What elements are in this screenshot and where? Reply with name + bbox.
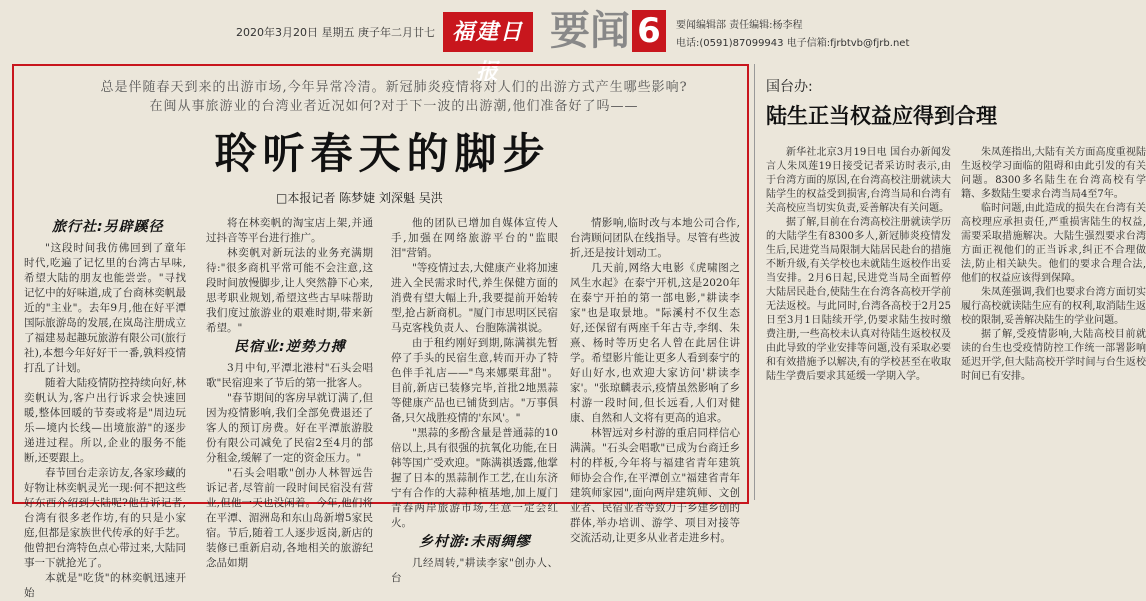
paragraph: 朱凤莲指出,大陆有关方面高度重视陆生返校学习面临的阻碍和由此引发的有关问题。8300多名陆生在台湾高校有学籍、多数陆生要求台湾当局4至7年。 [961,147,1146,200]
sidebar-kicker: 国台办: [766,79,813,95]
paragraph: 情影响,临时改与本地公司合作,台湾顾问团队在线指导。尽管有些波折,还是按计划动工。 [570,217,740,259]
paragraph: 几天前,网络大电影《虎啸图之风生水起》在泰宁开机,这是2020年在泰宁开拍的第一部电影,"耕读李家"也是取景地。"际溪村不仅生态好,还保留有两座千年古寺,李纲、朱熹、杨时等历史名人曾在此居住讲学。希望影片能让更多人看到泰宁的好山好水,也欢迎大家访问'耕读李家'。"张琼麟表示,疫情虽然影响了乡村游一段时间,但长远看,人们对健康、自然和人文将有更高的追求。 [570,262,740,424]
paragraph: 朱凤莲强调,我们也要求台湾方面切实履行高校就读陆生应有的权利,取消陆生返校的限制,妥善解决陆生的学业问题。 [961,287,1146,326]
article-column-2 [206,216,373,569]
paragraph: "等疫情过去,大健康产业将加速进入全民需求时代,养生保健方面的消费有望大幅上升,我要提前开始转型,抢占新商机。"厦门市思明区民宿马克客栈负责人、台胞陈满祺说。 [391,262,558,334]
column-divider [754,64,755,500]
issue-date: 2020年3月20日 星期五 庚子年二月廿七 [236,26,435,39]
paragraph: 据了解,目前在台湾高校注册就读学历的大陆学生有8300多人,新冠肺炎疫情发生后,民进党当局限制大陆居民赴台的措施不断升级,有关学校也未就陆生返校作出妥当安排。2月6日起,民进党当局全面暂停大陆居民赴台,使陆生在台湾各高校开学前无法返校。与此同时,台湾各高校于2月25日至3月1日陆续开学,仍要求陆生按时缴费注册,一些高校未认真对待陆生返校权及由此导致的学业安排等问题,没有采取必要和有效措施予以解决,有的学校甚至在收取陆生学费后要求其延缓一学期入学。 [766,217,951,382]
paragraph: 将在林奕帆的淘宝店上架,并通过抖音等平台进行推广。 [206,217,373,244]
article-headline: 聆听春天的脚步 [214,129,551,178]
masthead [0,0,1000,85]
paragraph: 春节回台走亲访友,各家珍藏的好物让林奕帆灵光一现:何不把这些好东西介绍到大陆呢?他告诉记者,台湾有很多老作坊,有的只是小家庭,但都是家族世代传承的好手艺。他曾把台湾特色点心带过来,大陆同事一下就抢光了。 [24,467,186,569]
article-column-1 [24,216,186,599]
paragraph: 本就是"吃货"的林奕帆迅速开始 [24,572,186,599]
paragraph: 由于租约刚好到期,陈满祺先暂停了手头的民宿生意,转而开办了特色伴手礼店——"鸟来娜栗茸甜"。目前,新店已装修完毕,首批2地黑蒜等健康产品也已铺货到店。"万事俱备,只欠战胜疫情的'东风'。" [391,337,558,424]
paragraph: 几经周转,"耕读李家"创办人、台 [391,557,558,584]
paragraph: 临时问题,由此造成的损失在台湾有关高校理应承担责任,严重损害陆生的权益,需要采取措施解决。大陆生强烈要求台湾方面正视他们的正当诉求,纠正不合理做法,防止相关缺失。他们的要求合理合法,他们的权益应该得到保障。 [961,203,1146,284]
paragraph: "黑蒜的多酚含量是普通蒜的10倍以上,具有很强的抗氧化功能,在日韩等国广受欢迎。"陈满祺透露,他掌握了日本的黑蒜制作工艺,在山东济宁有合作的大蒜种植基地,加上厦门青春两岸旅游市场,生意一定会红火。 [391,427,558,529]
subhead-homestay: 民宿业:逆势力搏 [234,339,346,355]
paragraph: 林智远对乡村游的重启同样信心满满。"石头会唱歌"已成为台商迁乡村的样板,今年将与福建省青年建筑师协会合作,在平潭创立"福建省青年建筑师家园",面向两岸建筑师、文创业者、民宿业者等致力于乡建乡创的群体,举办培训、游学、项目对接等交流活动,让更多从业者走进乡村。 [570,427,740,544]
page-number: 6 [632,10,666,52]
sidebar-headline: 陆生正当权益应得到合理 [766,104,997,128]
paragraph: "石头会唱歌"创办人林智远告诉记者,尽管前一段时间民宿没有营业,但他一天也没闲着。今年,他们将在平潭、湄洲岛和东山岛新增5家民宿。节后,随着工人逐步返岗,新店的装修已重新启动,各地相关的旅游纪念品如期 [206,467,373,569]
subhead-rural-tourism: 乡村游:未雨绸缪 [419,534,531,550]
paragraph: "春节期间的客房早就订满了,但因为疫情影响,我们全部免费退还了客人的预订房费。好在平潭旅游股份有限公司减免了民宿2至4月的部分租金,缓解了一定的资金压力。" [206,392,373,464]
section-name: 要闻 [550,8,630,54]
newspaper-logo: 福建日报 [443,12,533,52]
paragraph: 3月中旬,平潭北港村"石头会唱歌"民宿迎来了节后的第一批客人。 [206,362,373,389]
feature-article [12,64,749,599]
paragraph: 随着大陆疫情防控持续向好,林奕帆认为,客户出行诉求会快速回暖,整体回暖的节奏或将是"周边玩乐—境内长线—出境旅游"的逐步递进过程。所以,企业的服务不能断,还要跟上。 [24,377,186,464]
paragraph: "这段时间我仿佛回到了童年时代,吃遍了记忆里的台湾古早味,希望大陆的朋友也能尝尝。"寻找记忆中的好味道,成了台商林奕帆最近的"主业"。去年9月,他在好平潭国际旅游岛的发展,在岚岛注册成立了福建易起趣玩旅游有限公司(旅行社),本想今年好好干一番,孰料疫情打乱了计划。 [24,242,186,374]
contact-info: 电话:(0591)87099943 电子信箱:fjrbtvb@fjrb.net [676,38,910,49]
paragraph: 新华社北京3月19日电 国台办新闻发言人朱凤莲19日接受记者采访时表示,由于台湾方面的原因,在台湾高校注册就读大陆学生的权益受到损害,台湾当局和台湾有关高校应当切实负责,妥善解决有关问题。 [766,147,951,214]
subhead-travel-agency: 旅行社:另辟蹊径 [52,219,164,235]
article-column-4 [570,216,740,544]
paragraph: 林奕帆对新玩法的业务充满期待:"很多商机平常可能不会注意,这段时间放慢脚步,让人突然静下心来,思考职业规划,希望这些古早味帮助我们度过旅游业的艰难时期,带来新希望。" [206,247,373,334]
paragraph: 他的团队已增加自媒体宣传人手,加强在网络旅游平台的"监眼泪"营销。 [391,217,558,259]
article-byline: □本报记者 陈梦婕 刘深魁 吴洪 [276,191,443,205]
paragraph: 据了解,受疫情影响,大陆高校目前就读的台生也受疫情防控工作统一部署影响延迟开学,但大陆高校开学时间与台生返校时间已有安排。 [961,329,1146,382]
sidebar-body [766,146,1146,384]
article-lead: 总是伴随春天到来的出游市场,今年异常冷清。新冠肺炎疫情将对人们的出游方式产生哪些影响?在闽从事旅游业的台湾业者近况如何?对于下一波的出游潮,他们准备好了吗—— [100,80,688,114]
editor-credits: 要闻编辑部 责任编辑:杨李程 [676,20,803,31]
sidebar-article [760,64,1146,500]
article-column-3 [391,216,558,584]
